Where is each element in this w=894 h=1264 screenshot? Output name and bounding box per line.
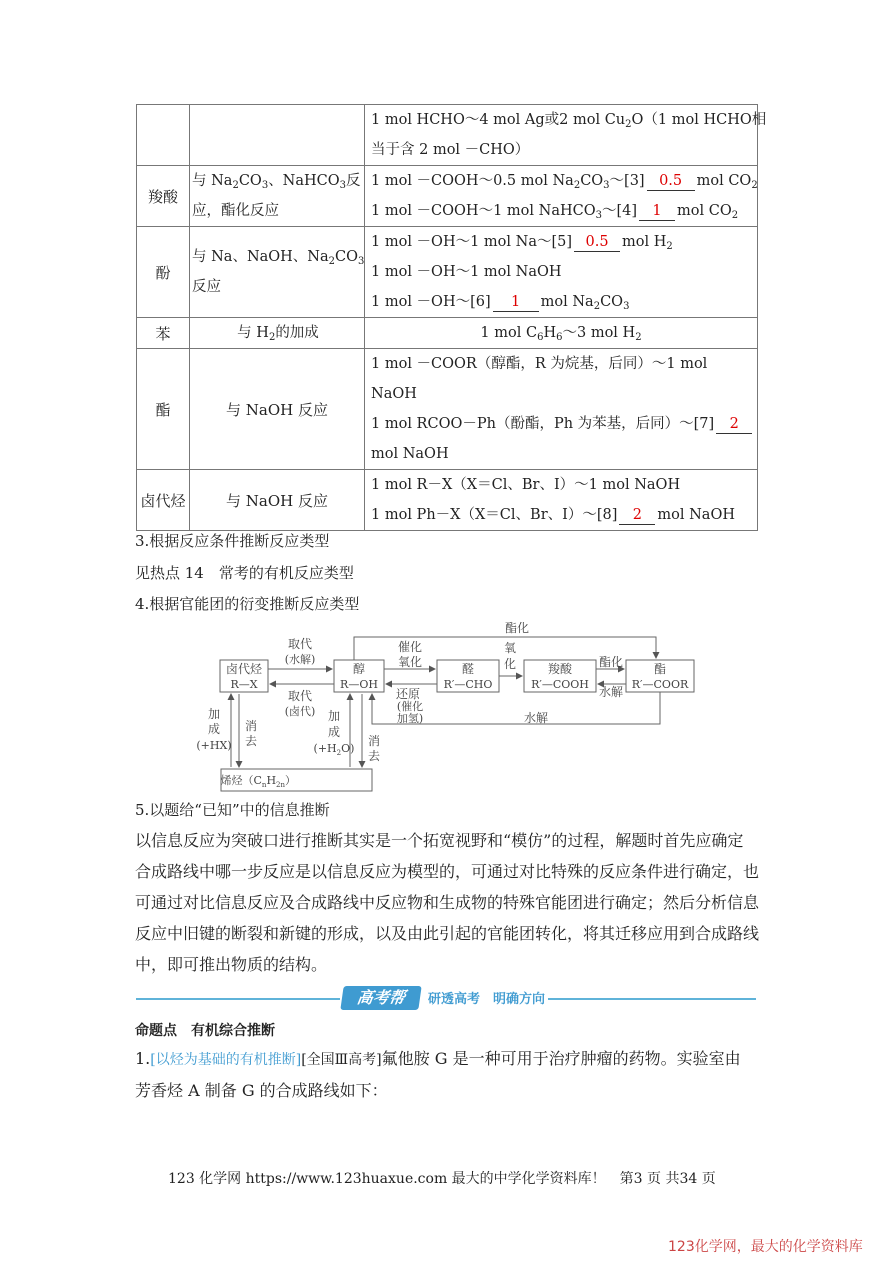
svg-text:加: 加 xyxy=(327,709,341,723)
see-hot-note: 见热点 14 常考的有机反应类型 xyxy=(135,564,354,582)
svg-text:醇: 醇 xyxy=(352,662,366,676)
svg-text:去: 去 xyxy=(244,734,258,748)
reaction-cell: 与 NaOH 反应 xyxy=(190,470,365,531)
svg-text:酯化: 酯化 xyxy=(504,621,530,635)
svg-text:卤代烃: 卤代烃 xyxy=(225,662,263,676)
section-4-heading: 4.根据官能团的衍变推断反应类型 xyxy=(135,595,360,613)
svg-text:(水解): (水解) xyxy=(284,653,316,666)
gaokao-banner xyxy=(136,984,756,1014)
question-1-line2: 芳香烃 A 制备 G 的合成路线如下： xyxy=(135,1081,388,1100)
svg-text:R′—COOR: R′—COOR xyxy=(631,678,689,691)
svg-text:取代: 取代 xyxy=(287,689,313,703)
relation-cell: 1 mol －COOR（醇酯，R 为烷基，后同）～1 mol NaOH 1 mol RCOO－Ph（酚酯，Ph 为苯基，后同）～[7] 2 mol NaOH xyxy=(365,349,758,470)
relation-cell: 1 mol －OH～1 mol Na～[5] 0.5 mol $H_2$ 1 mol －OH～1 mol NaOH 1 mol －OH～[6] 1 mol $Na_2CO_3$ xyxy=(365,227,758,318)
svg-text:(+H2O): $(+H_2O)$ xyxy=(313,742,355,757)
compound-name: 卤代烃 xyxy=(137,470,190,531)
svg-text:水解: 水解 xyxy=(598,685,624,699)
compound-name: 酚 xyxy=(137,227,190,318)
answer-blank-5: 0.5 xyxy=(574,233,620,252)
svg-text:(+HX): (+HX) xyxy=(196,739,232,752)
question-source: [全国Ⅲ高考] xyxy=(301,1052,382,1068)
svg-text:(卤代): (卤代) xyxy=(284,705,316,718)
reaction-cell: 与 NaOH 反应 xyxy=(190,349,365,470)
section-5-heading: 5.以题给“已知”中的信息推断 xyxy=(135,801,330,819)
relation-line: 当于含 2 mol －CHO） xyxy=(371,142,530,158)
svg-text:加: 加 xyxy=(207,707,221,721)
svg-text:R′—COOH: R′—COOH xyxy=(531,678,589,691)
compound-name: 羧酸 xyxy=(137,166,190,227)
banner-tagline: 研透高考 明确方向 xyxy=(428,992,546,1007)
svg-text:R—X: R—X xyxy=(230,678,258,691)
svg-text:化: 化 xyxy=(503,657,517,671)
svg-text:氧化: 氧化 xyxy=(397,655,423,669)
site-watermark: 123化学网，最大的化学资料库 xyxy=(668,1239,863,1255)
svg-text:醛: 醛 xyxy=(461,662,475,676)
reaction-cell: 与 Na、NaOH、$Na_2CO_3$ 反应 xyxy=(190,227,365,318)
svg-text:水解: 水解 xyxy=(523,711,549,725)
svg-text:酯化: 酯化 xyxy=(598,655,624,669)
svg-text:酯: 酯 xyxy=(653,662,667,676)
svg-text:取代: 取代 xyxy=(287,637,313,651)
svg-text:去: 去 xyxy=(367,749,381,763)
compound-name: 酯 xyxy=(137,349,190,470)
relation-cell: 1 mol R－X（X＝Cl、Br、I）～1 mol NaOH 1 mol Ph－X（X＝Cl、Br、I）～[8] 2 mol NaOH xyxy=(365,470,758,531)
page-footer: 123 化学网 https://www.123huaxue.com 最大的中学化学资料库！ 第3 页 共34 页 xyxy=(168,1171,716,1187)
svg-text:羧酸: 羧酸 xyxy=(547,662,573,676)
svg-text:R′—CHO: R′—CHO xyxy=(443,678,493,691)
svg-text:催化: 催化 xyxy=(397,640,423,654)
svg-text:消: 消 xyxy=(367,734,381,748)
question-1: 1.[以烃为基础的有机推断][全国Ⅲ高考]氟他胺 G 是一种可用于治疗肿瘤的药物。实验室由 xyxy=(135,1049,741,1068)
section-3-heading: 3.根据反应条件推断反应类型 xyxy=(135,532,330,550)
answer-blank-3: 0.5 xyxy=(647,172,695,191)
banner-badge: 高考帮 xyxy=(340,986,421,1010)
svg-text:R—OH: R—OH xyxy=(340,678,378,691)
compound-name: 苯 xyxy=(137,318,190,349)
answer-blank-7: 2 xyxy=(716,415,752,434)
reaction-cell: 与 $H_2$的加成 xyxy=(190,318,365,349)
explanation-paragraph: 以信息反应为突破口进行推断其实是一个拓宽视野和“模仿”的过程，解题时首先应确定 合成路线中哪一步反应是以信息反应为模型的，可通过对比特殊的反应条件进行确定，也 可通过对比信息反应及合成路线中反应物和生成物的特殊官能团进行确定；然后分析信息 反应中旧键的断裂和新键的形成，以及由此引起的官能团转化，将其迁移应用到合成路线 中，即可推出物质的结构。 xyxy=(135,831,760,974)
answer-blank-6: 1 xyxy=(493,293,539,312)
answer-blank-8: 2 xyxy=(619,506,655,525)
svg-text:成: 成 xyxy=(327,725,341,739)
svg-text:烯烃（CnH2n）: 烯烃$(C_nH_{2n})$ xyxy=(220,774,296,789)
svg-text:还原: 还原 xyxy=(395,687,421,701)
reaction-cell: 与 $Na_2CO_3$、NaHCO$_3$反 应，酯化反应 xyxy=(190,166,365,227)
topic-heading: 命题点 有机综合推断 xyxy=(135,1023,275,1039)
relation-cell: 1 mol －COOH～0.5 mol $Na_2CO_3\sim[3]$ 0.5 mol $CO_2$ 1 mol －COOH～1 mol NaHCO$_3$～[4] 1 mol $CO_2$ xyxy=(365,166,758,227)
svg-text:成: 成 xyxy=(207,722,221,736)
relation-line: 1 mol HCHO～4 mol Ag或2 mol $Cu_2O(1$ mol HCHO相 xyxy=(371,112,767,130)
svg-text:消: 消 xyxy=(244,719,258,733)
question-tag-link[interactable]: [以烃为基础的有机推断] xyxy=(150,1052,302,1068)
relation-cell: 1 mol $C_6H_6\sim 3$ mol $H_2$ xyxy=(365,318,758,349)
svg-text:氧: 氧 xyxy=(503,641,517,655)
svg-text:(催化: (催化 xyxy=(396,700,424,713)
answer-blank-4: 1 xyxy=(639,202,675,221)
svg-text:加氢): 加氢) xyxy=(396,712,424,725)
